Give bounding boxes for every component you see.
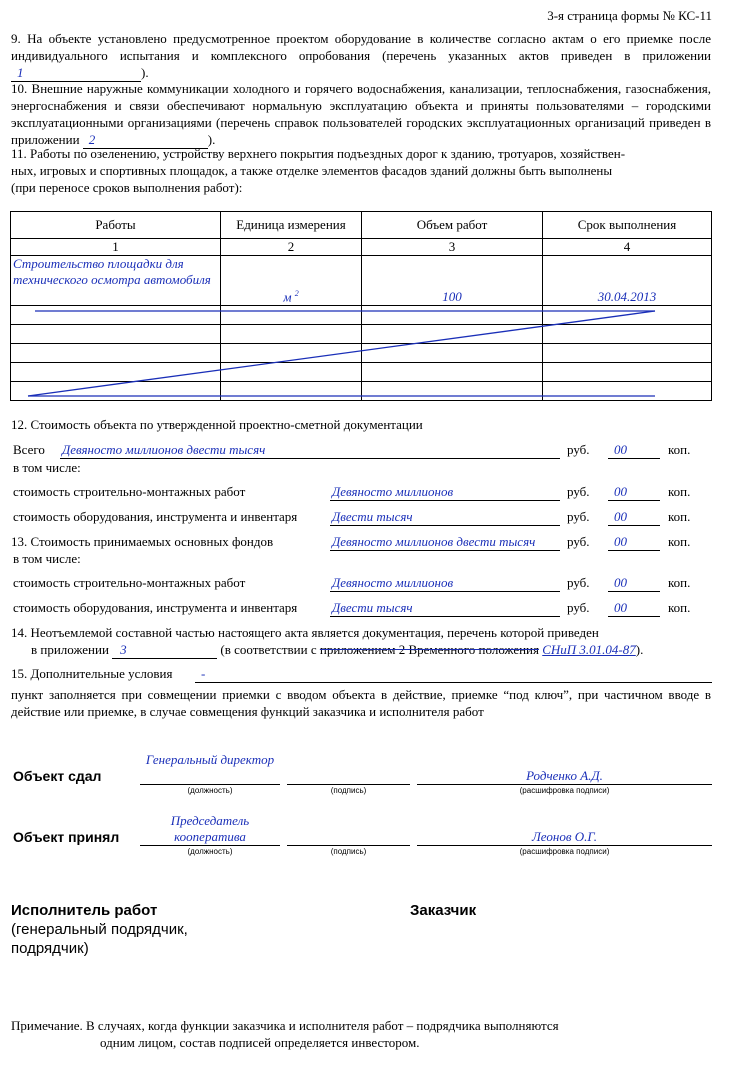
- volume-cell: 100: [362, 256, 543, 306]
- smr-label: стоимость строительно-монтажных работ: [13, 484, 246, 499]
- included-label: в том числе:: [13, 551, 81, 566]
- equip-value: Двести тысяч: [332, 509, 413, 524]
- customer-title: Заказчик: [410, 902, 477, 919]
- total-label: Всего: [13, 442, 45, 457]
- accepted-name-field: [417, 829, 712, 846]
- smr-value: Девяносто миллионов: [332, 484, 454, 499]
- unit-superscript: 2: [294, 288, 299, 298]
- paragraph-15-label: 15. Дополнительные условия: [11, 666, 173, 681]
- position-caption: (должность): [187, 847, 233, 856]
- included-label: в том числе:: [13, 460, 81, 475]
- kop-value: 00: [614, 600, 627, 615]
- signature-caption: (подпись): [330, 786, 367, 795]
- funds-smr-field: [330, 575, 560, 592]
- kop-field: [608, 534, 660, 551]
- deadline-cell: 30.04.2013: [543, 256, 712, 306]
- contractor-subtitle-1: (генеральный подрядчик,: [11, 921, 188, 938]
- object-handed-label: Объект сдал: [13, 768, 102, 784]
- footnote-text: пункт заполняется при совмещении приемки с вводом объекта в действие, приемке “под ключ”, при частичном вводе в действие или приемке, в случае совмещения функций заказчика и исполнителя работ: [11, 687, 711, 719]
- appendix-14-field: [112, 642, 217, 659]
- form-page-header: 3-я страница формы № КС-11: [547, 8, 712, 23]
- contractor-title: Исполнитель работ: [11, 902, 158, 919]
- funds-smr-value: Девяносто миллионов: [332, 575, 454, 590]
- equip-label: стоимость оборудования, инструмента и инвентаря: [13, 509, 298, 524]
- object-accepted-label: Объект принял: [13, 829, 120, 845]
- column-number: 1: [11, 239, 221, 256]
- column-number: 4: [543, 239, 712, 256]
- position-caption: (должность): [187, 786, 233, 795]
- contractor-subtitle-2: подрядчик): [11, 940, 89, 957]
- paragraph-11-line3: (при переносе сроков выполнения работ):: [11, 180, 243, 195]
- note-line-2: одним лицом, состав подписей определяется инвестором.: [100, 1035, 420, 1050]
- kop-value: 00: [614, 484, 627, 499]
- rub-label: руб.: [567, 484, 590, 499]
- header-works: Работы: [11, 212, 221, 239]
- paragraph-14-end: ).: [635, 642, 644, 657]
- kop-field: [608, 575, 660, 592]
- accepted-position-line: [140, 829, 280, 846]
- kop-value: 00: [614, 509, 627, 524]
- total-value: Девяносто миллионов двести тысяч: [62, 442, 266, 457]
- z-crossout-lines: [0, 0, 730, 420]
- paragraph-14-line2: [31, 642, 643, 659]
- appendix-9-value: 1: [17, 65, 24, 80]
- kop-label: коп.: [668, 484, 691, 499]
- rub-label: руб.: [567, 442, 590, 457]
- funds-equip-label: стоимость оборудования, инструмента и инвентаря: [13, 600, 298, 615]
- rub-label: руб.: [567, 509, 590, 524]
- column-number: 3: [362, 239, 543, 256]
- unit-value: м: [283, 289, 292, 304]
- paragraph-10-text: 10. Внешние наружные коммуникации холодного и горячего водоснабжения, канализации, теплоснабжения, газоснабжения, энергоснабжения и связи обеспечивают нормальную эксплуатацию объекта и приняты пользователями – городскими эксплуатационными организациями (перечень справок пользователей городских эксплуатационных организаций приведен в приложении: [11, 81, 711, 147]
- funds-equip-value: Двести тысяч: [332, 600, 413, 615]
- kop-label: коп.: [668, 534, 691, 549]
- paragraph-10-tail: ).: [207, 132, 216, 147]
- handed-position: Генеральный директор: [145, 752, 275, 767]
- smr-field: [330, 484, 560, 501]
- rub-label: руб.: [567, 600, 590, 615]
- additional-conditions-field: [195, 666, 712, 683]
- funds-smr-label: стоимость строительно-монтажных работ: [13, 575, 246, 590]
- kop-value: 00: [614, 575, 627, 590]
- decode-caption: (расшифровка подписи): [519, 847, 610, 856]
- kop-label: коп.: [668, 442, 691, 457]
- paragraph-14-line1: 14. Неотъемлемой составной частью настоящего акта является документация, перечень которой приведен: [11, 625, 599, 640]
- paragraph-11-line2: ных, игровых и спортивных площадок, а также отделке элементов фасадов зданий должны быть выполнены: [11, 163, 613, 178]
- additional-conditions-value: -: [201, 666, 206, 681]
- paragraph-12-title: 12. Стоимость объекта по утвержденной проектно-сметной документации: [11, 417, 423, 432]
- header-volume: Объем работ: [362, 212, 543, 239]
- crossout-diagonal-line: [28, 311, 655, 396]
- note-line-1: Примечание. В случаях, когда функции заказчика и исполнителя работ – подрядчика выполняются: [11, 1018, 559, 1033]
- kop-label: коп.: [668, 600, 691, 615]
- kop-value: 00: [614, 442, 627, 457]
- handed-position-line: [140, 768, 280, 785]
- handed-signature-line: [287, 768, 410, 785]
- rub-label: руб.: [567, 575, 590, 590]
- equip-field: [330, 509, 560, 526]
- decode-caption: (расшифровка подписи): [519, 786, 610, 795]
- kop-field: [608, 484, 660, 501]
- funds-total-value: Девяносто миллионов двести тысяч: [332, 534, 536, 549]
- paragraph-13-title: 13. Стоимость принимаемых основных фондов: [11, 534, 274, 549]
- handed-name: Родченко А.Д.: [526, 768, 603, 783]
- paragraph-14-mid: (в соответствии с: [220, 642, 317, 657]
- paragraph-14-pre: в приложении: [31, 642, 109, 657]
- work-cell: Строительство площадки для технического осмотра автомобиля: [11, 256, 221, 306]
- paragraph-9-text: 9. На объекте установлено предусмотренное проектом оборудование в количестве согласно актам о его приемке после индивидуального испытания и комплексного опробования (перечень указанных актов приведен в приложении: [11, 31, 711, 63]
- kop-field: [608, 600, 660, 617]
- kop-label: коп.: [668, 575, 691, 590]
- paragraph-11-line1: 11. Работы по озеленению, устройству верхнего покрытия подъездных дорог к зданию, тротуаров, хозяйствен-: [11, 146, 626, 161]
- kop-field: [608, 442, 660, 459]
- total-field: [60, 442, 560, 459]
- header-unit: Единица измерения: [221, 212, 362, 239]
- accepted-position: Председатель кооператива: [170, 813, 250, 844]
- funds-equip-field: [330, 600, 560, 617]
- paragraph-9-tail: ).: [141, 65, 149, 80]
- kop-label: коп.: [668, 509, 691, 524]
- column-number: 2: [221, 239, 362, 256]
- signature-caption: (подпись): [330, 847, 367, 856]
- header-deadline: Срок выполнения: [543, 212, 712, 239]
- appendix-14-value: 3: [120, 642, 127, 657]
- rub-label: руб.: [567, 534, 590, 549]
- accepted-signature-line: [287, 829, 410, 846]
- appendix-10-value: 2: [88, 132, 96, 147]
- kop-value: 00: [614, 534, 627, 549]
- handed-name-field: [417, 768, 712, 785]
- struck-reference: приложением 2 Временного положения: [319, 642, 539, 657]
- kop-field: [608, 509, 660, 526]
- snip-reference: СНиП 3.01.04-87: [542, 642, 636, 657]
- funds-total-field: [330, 534, 560, 551]
- accepted-name: Леонов О.Г.: [531, 829, 598, 844]
